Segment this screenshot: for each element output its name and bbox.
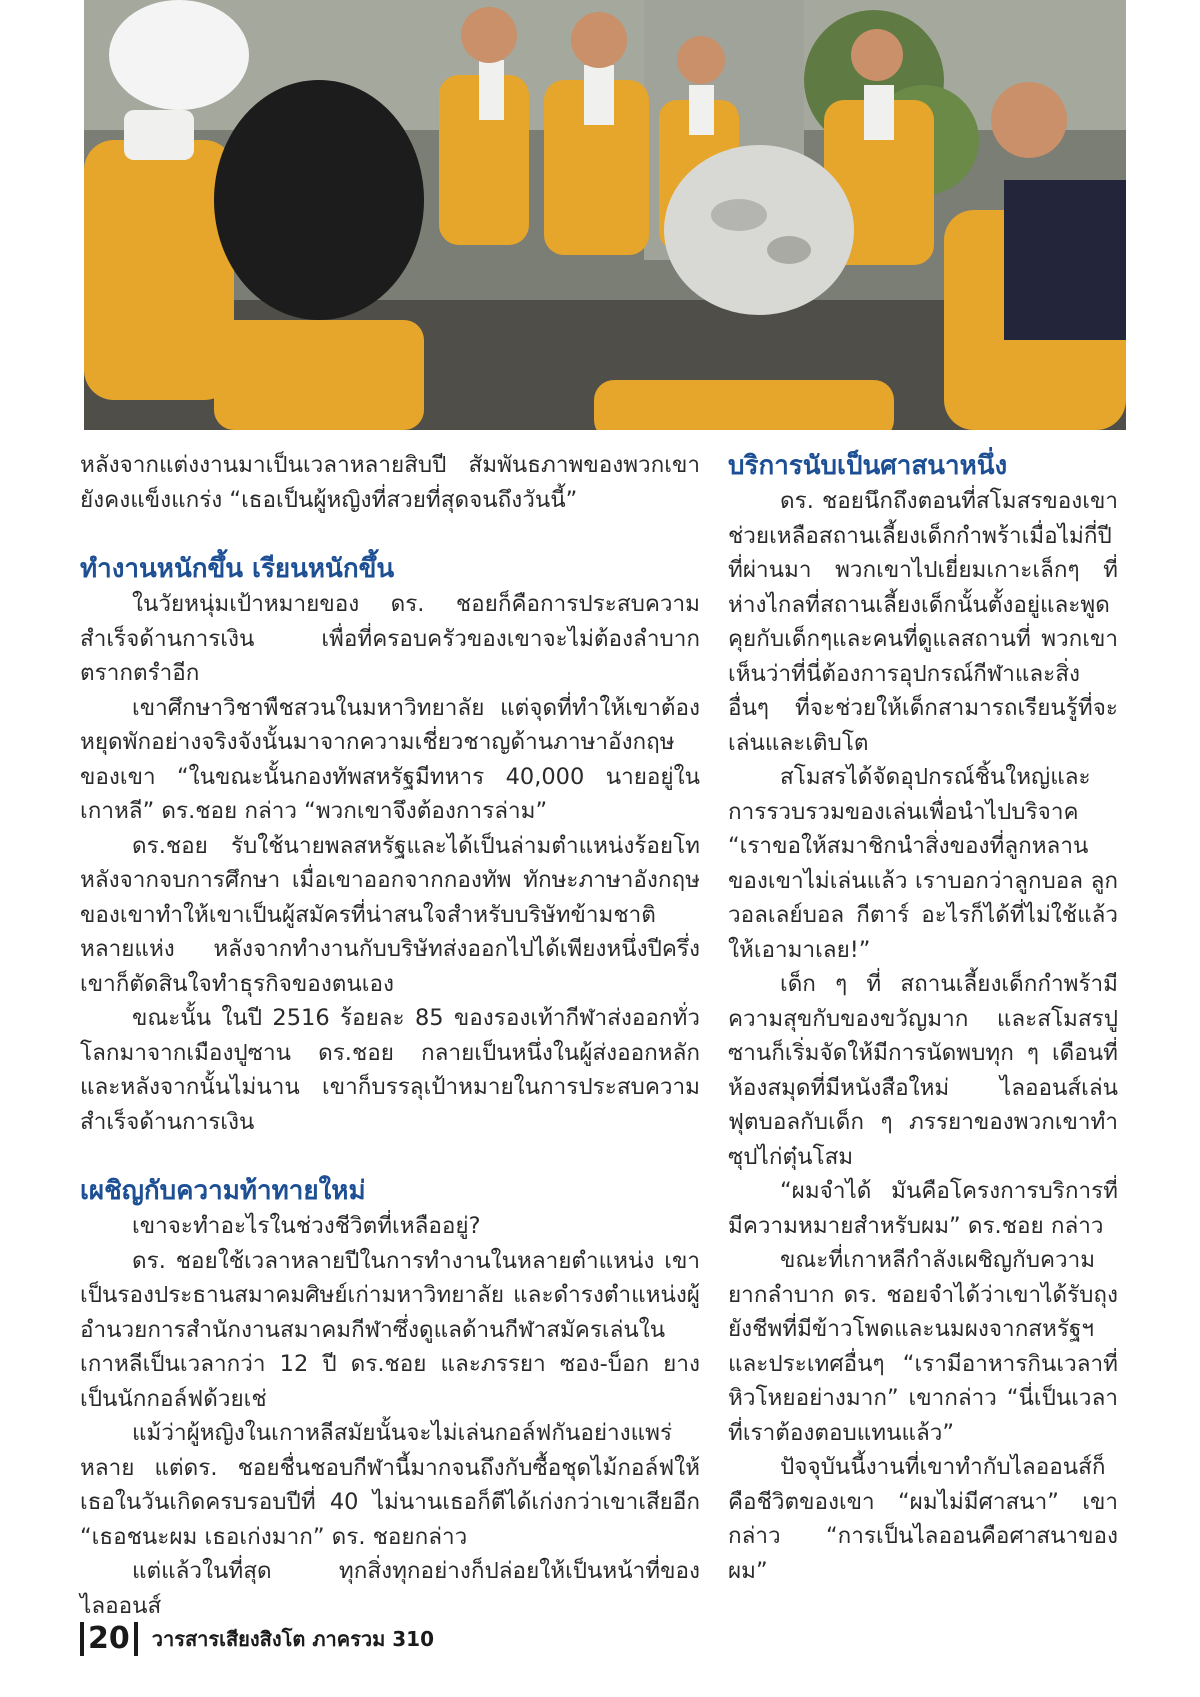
paragraph: แม้ว่าผู้หญิงในเกาหลีสมัยนั้นจะไม่เล่นกอล์ฟกันอย่างแพร่หลาย แต่ดร. ชอยชื่นชอบกีฬานี้มากจนถึงกับซื้อชุดไม้กอล์ฟให้เธอในวันเกิดครบรอบปีที่ 40 ไม่นานเธอก็ตีได้เก่งกว่าเขาเสียอีก “เธอชนะผม เธอเก่งมาก” ดร. ชอยกล่าว <box>80 1420 700 1550</box>
section-heading: เผชิญกับความท้าทายใหม่ <box>80 1176 366 1206</box>
paragraph: หลังจากแต่งงานมาเป็นเวลาหลายสิบปี สัมพันธภาพของพวกเขายังคงแข็งแกร่ง “เธอเป็นผู้หญิงที่สวยที่สุดจนถึงวันนี้” <box>80 452 700 513</box>
section-heading: ทำงานหนักขึ้น เรียนหนักขึ้น <box>80 554 395 584</box>
paragraph: เขาจะทำอะไรในช่วงชีวิตที่เหลืออยู่? <box>132 1213 481 1239</box>
paragraph: ขณะนั้น ในปี 2516 ร้อยละ 85 ของรองเท้ากีฬาส่งออกทั่วโลกมาจากเมืองปูซาน ดร.ชอย กลายเป็นหนึ่งในผู้ส่งออกหลักและหลังจากนั้นไม่นาน เขาก็บรรลุเป้าหมายในการประสบความสำเร็จด้านการเงิน <box>80 1005 700 1135</box>
paragraph: ปัจจุบันนี้งานที่เขาทำกับไลออนส์ก็คือชีวิตของเขา “ผมไม่มีศาสนา” เขากล่าว “การเป็นไลออนคือศาสนาของผม” <box>728 1454 1118 1584</box>
photo-illustration <box>84 0 1126 430</box>
group-photo <box>84 0 1126 430</box>
paragraph: ขณะที่เกาหลีกำลังเผชิญกับความยากลำบาก ดร. ชอยจำได้ว่าเขาได้รับถุงยังชีพที่มีข้าวโพดและนมผงจากสหรัฐฯและประเทศอื่นๆ “เรามีอาหารกินเวลาที่หิวโหยอย่างมาก” เขากล่าว “นี่เป็นเวลาที่เราต้องตอบแทนแล้ว” <box>728 1247 1118 1446</box>
divider <box>134 1622 138 1656</box>
left-column <box>80 448 700 1623</box>
magazine-title: วารสารเสียงสิงโต ภาครวม 310 <box>151 1627 434 1651</box>
right-column <box>728 448 1118 1588</box>
paragraph: ในวัยหนุ่มเป้าหมายของ ดร. ชอยก็คือการประสบความสำเร็จด้านการเงิน เพื่อที่ครอบครัวของเขาจะไม่ต้องลำบากตรากตรำอีก <box>80 591 700 686</box>
paragraph: สโมสรได้จัดอุปกรณ์ชิ้นใหญ่และการรวบรวมของเล่นเพื่อนำไปบริจาค “เราขอให้สมาชิกนำสิ่งของที่ลูกหลานของเขาไม่เล่นแล้ว เราบอกว่าลูกบอล ลูกวอลเลย์บอล กีตาร์ อะไรก็ได้ที่ไม่ใช้แล้ว ให้เอามาเลย!” <box>728 764 1118 963</box>
section-heading: บริการนับเป็นศาสนาหนึ่ง <box>728 451 1008 481</box>
page-footer <box>80 1622 434 1656</box>
paragraph: ดร. ชอยนึกถึงตอนที่สโมสรของเขาช่วยเหลือสถานเลี้ยงเด็กกำพร้าเมื่อไม่กี่ปีที่ผ่านมา พวกเขาไปเยี่ยมเกาะเล็กๆ ที่ห่างไกลที่สถานเลี้ยงเด็กนั้นตั้งอยู่และพูดคุยกับเด็กๆและคนที่ดูแลสถานที่ พวกเขาเห็นว่าที่นี่ต้องการอุปกรณ์กีฬาและสิ่งอื่นๆ ที่จะช่วยให้เด็กสามารถเรียนรู้ที่จะเล่นและเติบโต <box>728 488 1118 756</box>
paragraph: แต่แล้วในที่สุด ทุกสิ่งทุกอย่างก็ปล่อยให้เป็นหน้าที่ของไลออนส์ <box>80 1558 700 1619</box>
paragraph: ดร. ชอยใช้เวลาหลายปีในการทำงานในหลายตำแหน่ง เขาเป็นรองประธานสมาคมศิษย์เก่ามหาวิทยาลัย และดำรงตำแหน่งผู้อำนวยการสำนักงานสมาคมกีฬาซึ่งดูแลด้านกีฬาสมัครเล่นในเกาหลีเป็นเวลากว่า 12 ปี ดร.ชอย และภรรยา ซอง-บ็อก ยาง เป็นนักกอล์ฟด้วยเช่ <box>80 1247 700 1412</box>
page-number: 20 <box>88 1621 130 1656</box>
paragraph: ดร.ชอย รับใช้นายพลสหรัฐและได้เป็นล่ามตำแหน่งร้อยโทหลังจากจบการศึกษา เมื่อเขาออกจากกองทัพ ทักษะภาษาอังกฤษของเขาทำให้เขาเป็นผู้สมัครที่น่าสนใจสำหรับบริษัทข้ามชาติหลายแห่ง หลังจากทำงานกับบริษัทส่งออกไปได้เพียงหนึ่งปีครึ่ง เขาก็ตัดสินใจทำธุรกิจของตนเอง <box>80 832 700 997</box>
paragraph: เด็ก ๆ ที่ สถานเลี้ยงเด็กกำพร้ามีความสุขกับของขวัญมาก และสโมสรปูซานก็เริ่มจัดให้มีการนัดพบทุก ๆ เดือนที่ห้องสมุดที่มีหนังสือใหม่ ไลออนส์เล่นฟุตบอลกับเด็ก ๆ ภรรยาของพวกเขาทำซุปไก่ตุ๋นโสม <box>728 971 1118 1170</box>
paragraph: “ผมจำได้ มันคือโครงการบริการที่มีความหมายสำหรับผม” ดร.ชอย กล่าว <box>728 1178 1118 1239</box>
paragraph: เขาศึกษาวิชาพืชสวนในมหาวิทยาลัย แต่จุดที่ทำให้เขาต้องหยุดพักอย่างจริงจังนั้นมาจากความเชี่ยวชาญด้านภาษาอังกฤษของเขา “ในขณะนั้นกองทัพสหรัฐมีทหาร 40,000 นายอยู่ในเกาหลี” ดร.ชอย กล่าว “พวกเขาจึงต้องการล่าม” <box>80 694 700 824</box>
